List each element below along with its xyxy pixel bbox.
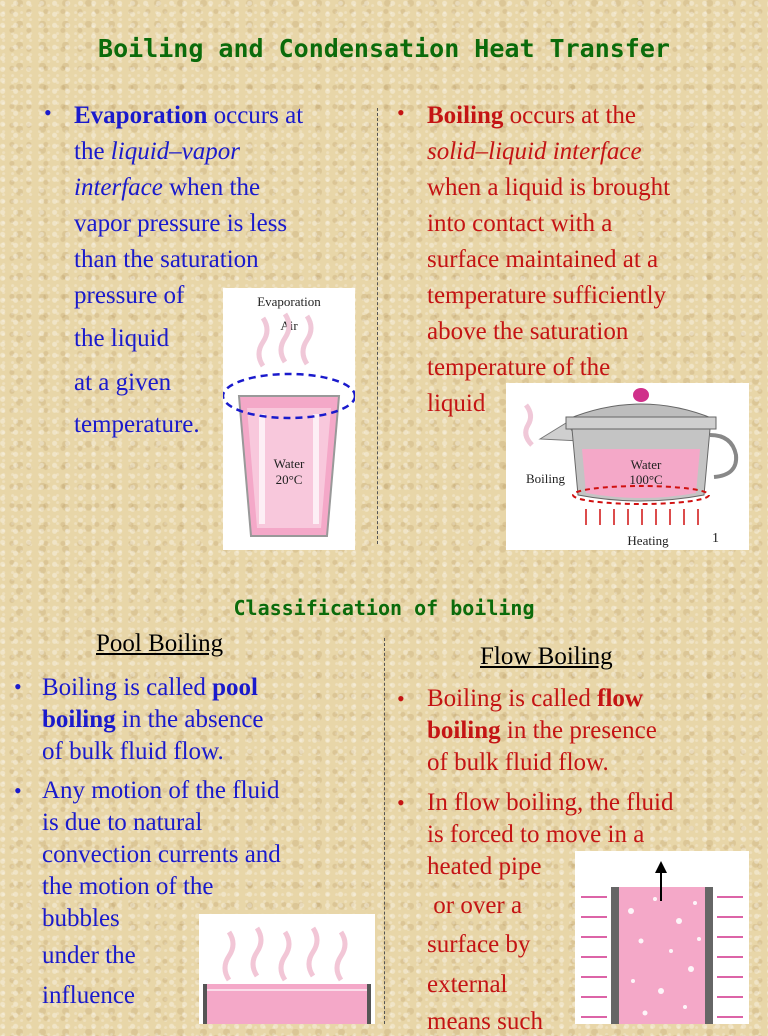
text-line: vapor pressure is less — [74, 210, 288, 237]
text-line: above the saturation — [427, 318, 629, 345]
glass-illustration — [223, 288, 355, 550]
text-line: the motion of the — [42, 873, 214, 900]
slide-number: 1 — [712, 531, 719, 546]
text-fragment: in the absence — [115, 706, 264, 733]
text-line: means such — [427, 1008, 543, 1035]
text-line: into contact with a — [427, 210, 613, 237]
text-line: is forced to move in a — [427, 821, 645, 848]
text-line: Any motion of the fluid — [42, 777, 280, 804]
flow-boiling-figure — [575, 851, 749, 1024]
text-line: of bulk fluid flow. — [427, 749, 609, 776]
figure-label: Boiling — [526, 471, 566, 486]
pool-bullet-1 — [42, 672, 362, 768]
flow-bullet-1 — [427, 683, 767, 779]
text-line: surface maintained at a — [427, 246, 659, 273]
bullet: • — [14, 674, 22, 699]
flow-term: flow — [597, 685, 643, 712]
pool-term: pool — [212, 674, 258, 701]
column-divider-bottom — [384, 638, 385, 1024]
interface-term: solid–liquid interface — [427, 138, 642, 165]
text-line: at a given — [74, 369, 172, 396]
classification-heading: Classification of boiling — [233, 596, 535, 620]
evaporation-text — [74, 98, 374, 278]
text-line: of bulk fluid flow. — [42, 738, 224, 765]
column-divider-top — [377, 108, 378, 544]
text-fragment: in the presence — [500, 717, 657, 744]
text-fragment: occurs at — [207, 102, 304, 129]
pool-illustration — [199, 914, 375, 1024]
text-fragment: occurs at the — [503, 102, 637, 129]
text-line: influence — [42, 982, 136, 1009]
text-fragment: Boiling is called — [42, 674, 213, 701]
interface-term: liquid–vapor — [110, 138, 240, 165]
pipe-illustration — [575, 851, 749, 1024]
figure-label: Heating — [627, 533, 669, 548]
text-line: is due to natural — [42, 809, 203, 836]
bullet: • — [397, 100, 405, 125]
text-line: under the — [42, 942, 136, 969]
figure-label: 20°C — [275, 472, 303, 487]
figure-label: Water — [273, 456, 305, 471]
page-title: Boiling and Condensation Heat Transfer — [98, 34, 670, 63]
text-line: or over a — [427, 892, 523, 919]
pool-bullet-2 — [42, 775, 372, 935]
figure-label: 100°C — [629, 472, 663, 487]
text-line: temperature. — [74, 411, 200, 438]
bullet: • — [397, 686, 405, 711]
text-line: external — [427, 971, 508, 998]
text-line: than the saturation — [74, 246, 259, 273]
text-line: when a liquid is brought — [427, 174, 671, 201]
text-line: liquid — [427, 390, 486, 417]
evaporation-figure — [223, 288, 355, 550]
text-line: In flow boiling, the fluid — [427, 789, 674, 816]
boiling-term: Boiling — [427, 102, 504, 129]
bullet: • — [14, 778, 22, 803]
flow-boiling-heading: Flow Boiling — [480, 643, 613, 670]
boiling-figure — [506, 383, 749, 550]
text-line: bubbles — [42, 905, 120, 932]
figure-label: Water — [630, 457, 662, 472]
text-fragment: when the — [162, 174, 261, 201]
figure-label: Air — [280, 318, 298, 333]
text-fragment: Boiling is called — [427, 685, 598, 712]
text-line: heated pipe — [427, 853, 542, 880]
pool-boiling-figure — [199, 914, 375, 1024]
text-line: temperature sufficiently — [427, 282, 667, 309]
text-line: pressure of — [74, 282, 185, 309]
text-line: temperature of the — [427, 354, 611, 381]
text-line: surface by — [427, 931, 531, 958]
text-fragment: the — [74, 138, 111, 165]
figure-label: Evaporation — [257, 294, 321, 309]
evaporation-term: Evaporation — [74, 102, 208, 129]
text-line: convection currents and — [42, 841, 281, 868]
bullet: • — [397, 790, 405, 815]
bullet: • — [44, 100, 52, 125]
boiling-text — [427, 98, 757, 422]
flow-term: boiling — [427, 717, 501, 744]
interface-term: interface — [74, 174, 163, 201]
text-line: the liquid — [74, 325, 170, 352]
pool-term: boiling — [42, 706, 116, 733]
pool-boiling-heading: Pool Boiling — [96, 630, 224, 657]
